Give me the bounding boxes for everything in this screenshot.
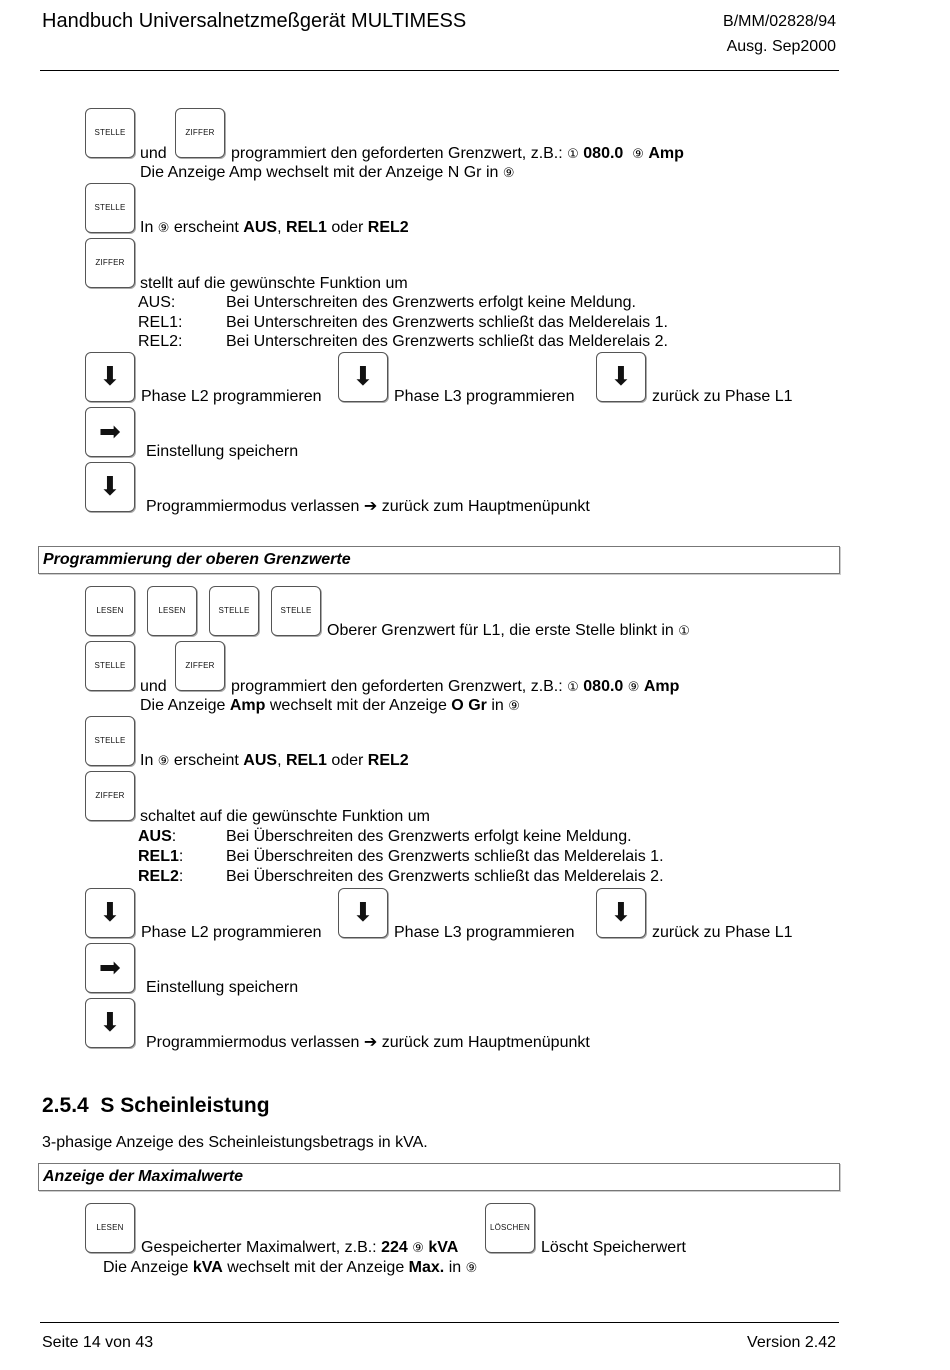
ziffer-key[interactable]: ZIFFER bbox=[175, 108, 225, 158]
in-label: In bbox=[140, 752, 154, 769]
display-9-symbol: ⑨ bbox=[508, 699, 520, 714]
stored-max-label: Gespeicherter Maximalwert, z.B.: bbox=[141, 1239, 377, 1256]
stelle-key[interactable]: STELLE bbox=[209, 586, 259, 636]
oder-label: oder bbox=[331, 219, 364, 236]
display-1-symbol: ① bbox=[678, 624, 690, 639]
program-limit-label: programmiert den geforderten Grenzwert, z.B.: bbox=[231, 145, 563, 162]
back-l1-text: zurück zu Phase L1 bbox=[652, 388, 793, 405]
arrow-right-key[interactable]: ➡ bbox=[85, 407, 135, 457]
display-9-symbol: ⑨ bbox=[502, 166, 515, 181]
option-rel2-text: Bei Überschreiten des Grenzwerts schließt das Melderelais 2. bbox=[226, 868, 664, 885]
exit-mode-text: Programmiermodus verlassen ➔ zurück zum Hauptmenüpunkt bbox=[146, 1034, 590, 1051]
display-change-text bbox=[140, 164, 515, 183]
example-value: 080.0 bbox=[583, 145, 624, 162]
display-amp: Amp bbox=[229, 697, 266, 714]
ziffer-key[interactable]: ZIFFER bbox=[85, 771, 135, 821]
display-kva: kVA bbox=[192, 1259, 223, 1276]
save-setting-text: Einstellung speichern bbox=[146, 443, 299, 460]
lesen-key[interactable]: LESEN bbox=[147, 586, 197, 636]
back-l1-text: zurück zu Phase L1 bbox=[652, 924, 793, 941]
loeschen-key[interactable]: LÖSCHEN bbox=[485, 1203, 535, 1253]
document-edition: Ausg. Sep2000 bbox=[726, 38, 836, 55]
example-value: 080.0 bbox=[583, 678, 624, 695]
colon: : bbox=[178, 868, 184, 885]
footer-rule bbox=[40, 1322, 839, 1323]
lesen-key[interactable]: LESEN bbox=[85, 586, 135, 636]
display-9-symbol: ⑨ bbox=[157, 221, 170, 236]
appears-label: erscheint bbox=[173, 752, 239, 769]
lesen-key[interactable]: LESEN bbox=[85, 1203, 135, 1253]
option-rel2-text: Bei Unterschreiten des Grenzwerts schließt das Melderelais 2. bbox=[226, 333, 668, 350]
arrow-down-key[interactable]: ⬇ bbox=[85, 462, 135, 512]
phase-l3-text: Phase L3 programmieren bbox=[394, 388, 575, 405]
arrow-down-key[interactable]: ⬇ bbox=[596, 352, 646, 402]
option-rel2-label: REL2: bbox=[138, 333, 183, 350]
display-pre: Die Anzeige bbox=[103, 1259, 189, 1276]
appears-label: erscheint bbox=[173, 219, 239, 236]
max-values-title: Anzeige der Maximalwerte bbox=[38, 1163, 840, 1191]
display-pre: Die Anzeige bbox=[140, 697, 226, 714]
document-number: B/MM/02828/94 bbox=[723, 13, 836, 30]
switches-function-text: schaltet auf die gewünschte Funktion um bbox=[140, 808, 430, 825]
stelle-key[interactable]: STELLE bbox=[85, 716, 135, 766]
stelle-key[interactable]: STELLE bbox=[85, 108, 135, 158]
und-text: und bbox=[140, 678, 167, 695]
arrow-down-key[interactable]: ⬇ bbox=[85, 888, 135, 938]
rel2-label: REL2 bbox=[367, 219, 409, 236]
display-max: Max. bbox=[408, 1259, 445, 1276]
example-unit: Amp bbox=[643, 678, 680, 695]
save-setting-text: Einstellung speichern bbox=[146, 979, 299, 996]
aus-label: AUS bbox=[243, 752, 278, 769]
display-mid: wechselt mit der Anzeige bbox=[227, 1259, 405, 1276]
arrow-down-key[interactable]: ⬇ bbox=[85, 998, 135, 1048]
display-9-symbol: ⑨ bbox=[627, 680, 640, 695]
display-9-symbol: ⑨ bbox=[412, 1241, 424, 1256]
option-rel1-text: Bei Überschreiten des Grenzwerts schließt das Melderelais 1. bbox=[226, 848, 664, 865]
program-limit-text bbox=[231, 678, 679, 697]
rel1-label: REL1 bbox=[285, 219, 327, 236]
page-number: Seite 14 von 43 bbox=[42, 1334, 154, 1351]
section-heading: 2.5.4 S Scheinleistung bbox=[42, 1094, 270, 1117]
header-rule bbox=[40, 70, 839, 71]
phase-l2-text: Phase L2 programmieren bbox=[141, 924, 322, 941]
display-change-label: Die Anzeige Amp wechselt mit der Anzeige N Gr in bbox=[140, 164, 499, 181]
program-limit-text bbox=[231, 145, 684, 164]
arrow-right-key[interactable]: ➡ bbox=[85, 943, 135, 993]
option-rel2-label bbox=[138, 868, 183, 886]
aus-label: AUS bbox=[243, 219, 278, 236]
arrow-down-key[interactable]: ⬇ bbox=[85, 352, 135, 402]
in-label: In bbox=[140, 219, 154, 236]
clear-stored-text: Löscht Speicherwert bbox=[541, 1239, 686, 1256]
display-9-symbol: ⑨ bbox=[465, 1261, 478, 1276]
example-unit: Amp bbox=[648, 145, 684, 162]
arrow-down-key[interactable]: ⬇ bbox=[338, 888, 388, 938]
option-rel1-text: Bei Unterschreiten des Grenzwerts schließt das Melderelais 1. bbox=[226, 314, 668, 331]
function-options-text: In ⑨ erscheint AUS, REL1 oder REL2 bbox=[140, 752, 409, 769]
display-mid: wechselt mit der Anzeige bbox=[269, 697, 447, 714]
stelle-key[interactable]: STELLE bbox=[85, 641, 135, 691]
option-rel1-label bbox=[138, 848, 183, 866]
option-rel1-name: REL1 bbox=[138, 848, 179, 865]
option-aus-text: Bei Unterschreiten des Grenzwerts erfolgt keine Meldung. bbox=[226, 294, 636, 311]
option-aus-label bbox=[138, 828, 176, 846]
display-1-symbol: ① bbox=[567, 147, 579, 162]
colon: : bbox=[178, 848, 184, 865]
display-in: in bbox=[448, 1259, 462, 1276]
ziffer-key[interactable]: ZIFFER bbox=[175, 641, 225, 691]
section-intro: 3-phasige Anzeige des Scheinleistungsbetrags in kVA. bbox=[42, 1134, 428, 1151]
first-digit-label: Oberer Grenzwert für L1, die erste Stelle blinkt in bbox=[327, 622, 674, 639]
stored-max-value: 224 bbox=[381, 1239, 408, 1256]
display-9-symbol: ⑨ bbox=[632, 147, 644, 162]
sets-function-text: stellt auf die gewünschte Funktion um bbox=[140, 275, 408, 292]
display-9-symbol: ⑨ bbox=[157, 754, 170, 769]
stored-max-unit: kVA bbox=[428, 1239, 459, 1256]
option-aus-name: AUS bbox=[138, 828, 172, 845]
document-title: Handbuch Universalnetzmeßgerät MULTIMESS bbox=[42, 10, 467, 32]
function-options-text: In ⑨ erscheint AUS, REL1 oder REL2 bbox=[140, 219, 409, 236]
colon: : bbox=[171, 828, 177, 845]
program-limit-label: programmiert den geforderten Grenzwert, z.B.: bbox=[231, 678, 563, 695]
option-rel1-label: REL1: bbox=[138, 314, 183, 331]
version-label: Version 2.42 bbox=[747, 1334, 836, 1351]
section-upper-limits-title: Programmierung der oberen Grenzwerte bbox=[38, 546, 840, 574]
display-ogr: O Gr bbox=[451, 697, 487, 714]
display-1-symbol: ① bbox=[567, 680, 579, 695]
arrow-down-key[interactable]: ⬇ bbox=[596, 888, 646, 938]
phase-l2-text: Phase L2 programmieren bbox=[141, 388, 322, 405]
display-max-text bbox=[103, 1259, 477, 1278]
arrow-down-key[interactable]: ⬇ bbox=[338, 352, 388, 402]
option-aus-label: AUS: bbox=[138, 294, 176, 311]
display-in: in bbox=[491, 697, 504, 714]
display-change-text bbox=[140, 697, 520, 716]
phase-l3-text: Phase L3 programmieren bbox=[394, 924, 575, 941]
stelle-key[interactable]: STELLE bbox=[271, 586, 321, 636]
rel1-label: REL1 bbox=[285, 752, 327, 769]
exit-mode-text: Programmiermodus verlassen ➔ zurück zum Hauptmenüpunkt bbox=[146, 498, 590, 515]
oder-label: oder bbox=[331, 752, 364, 769]
stored-max-text bbox=[141, 1239, 458, 1258]
ziffer-key[interactable]: ZIFFER bbox=[85, 238, 135, 288]
option-rel2-name: REL2 bbox=[138, 868, 179, 885]
first-digit-text bbox=[327, 622, 690, 641]
und-text: und bbox=[140, 145, 167, 162]
rel2-label: REL2 bbox=[367, 752, 409, 769]
stelle-key[interactable]: STELLE bbox=[85, 183, 135, 233]
option-aus-text: Bei Überschreiten des Grenzwerts erfolgt keine Meldung. bbox=[226, 828, 632, 845]
